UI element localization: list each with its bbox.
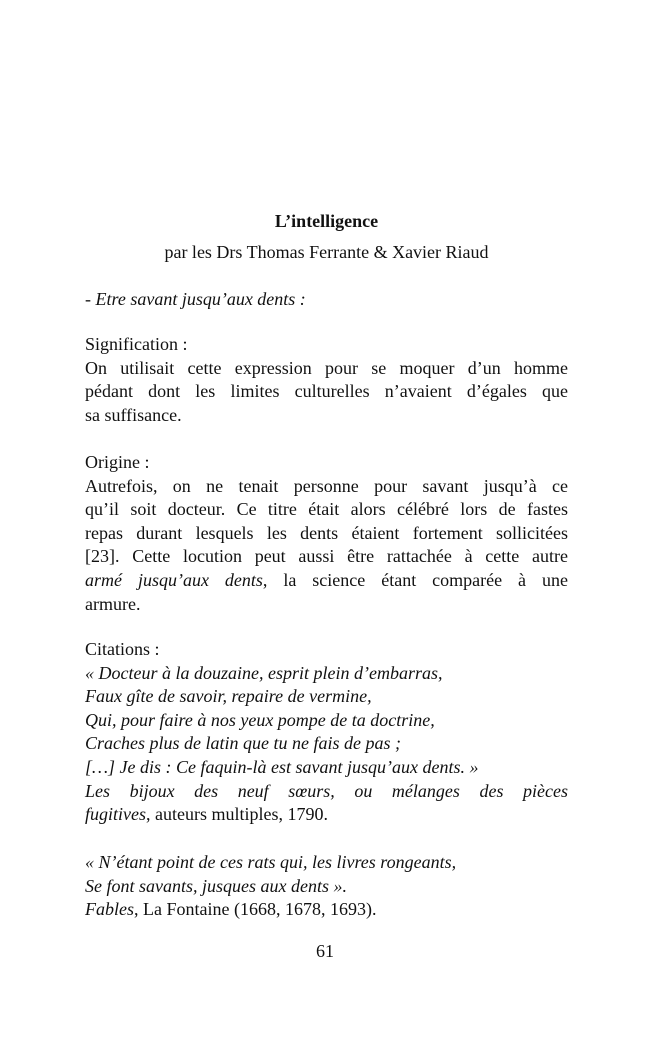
source-line: Les bijoux des neuf sœurs, ou mélanges des pièces bbox=[85, 780, 568, 801]
text-line: sa suffisance. bbox=[85, 404, 182, 425]
signification-label: Signification : bbox=[85, 334, 188, 354]
italic-phrase: armé jusqu’aux dents bbox=[85, 569, 263, 590]
expression: Etre savant jusqu’aux dents : bbox=[95, 289, 306, 309]
text-line: Autrefois, on ne tenait personne pour savant jusqu’à ce bbox=[85, 475, 568, 496]
source-detail: , La Fontaine (1668, 1678, 1693). bbox=[134, 899, 377, 920]
expression-heading bbox=[85, 288, 568, 312]
text-line: [23]. Cette locution peut aussi être rattachée à cette autre bbox=[85, 546, 568, 567]
authors: par les Drs Thomas Ferrante & Xavier Riaud bbox=[164, 242, 489, 262]
source-title: Fables bbox=[85, 899, 134, 920]
quote-line: Craches plus de latin que tu ne fais de pas ; bbox=[85, 733, 401, 754]
source-title: fugitives bbox=[85, 804, 146, 825]
quote-line: Qui, pour faire à nos yeux pompe de ta doctrine, bbox=[85, 709, 435, 730]
source-line bbox=[85, 898, 568, 922]
page-title: L’intelligence bbox=[274, 211, 379, 231]
origine-section bbox=[85, 451, 568, 616]
text-line bbox=[85, 569, 568, 593]
text-line: armure. bbox=[85, 593, 141, 614]
source-line bbox=[85, 803, 568, 827]
citations-section bbox=[85, 638, 568, 827]
text-fragment: , la science étant comparée à une bbox=[262, 569, 568, 590]
source-detail: , auteurs multiples, 1790. bbox=[146, 804, 328, 825]
dash: - bbox=[85, 289, 96, 309]
quote-line: […] Je dis : Ce faquin-là est savant jusqu’aux dents. » bbox=[85, 756, 479, 777]
quote-line: Se font savants, jusques aux dents ». bbox=[85, 875, 347, 896]
text-line: On utilisait cette expression pour se moquer d’un homme bbox=[85, 357, 568, 378]
text-line: pédant dont les limites culturelles n’avaient d’égales que bbox=[85, 381, 568, 402]
citation-2 bbox=[85, 851, 568, 922]
text-line: repas durant lesquels les dents étaient fortement sollicitées bbox=[85, 522, 568, 543]
quote-line: Faux gîte de savoir, repaire de vermine, bbox=[85, 686, 372, 707]
page-number: 61 bbox=[316, 941, 334, 961]
text-line: qu’il soit docteur. Ce titre était alors célébré lors de fastes bbox=[85, 499, 568, 520]
quote-line: « Docteur à la douzaine, esprit plein d’embarras, bbox=[85, 662, 443, 683]
origine-label: Origine : bbox=[85, 452, 150, 472]
signification-section bbox=[85, 333, 568, 427]
quote-line: « N’étant point de ces rats qui, les livres rongeants, bbox=[85, 852, 457, 872]
citations-label: Citations : bbox=[85, 639, 160, 659]
